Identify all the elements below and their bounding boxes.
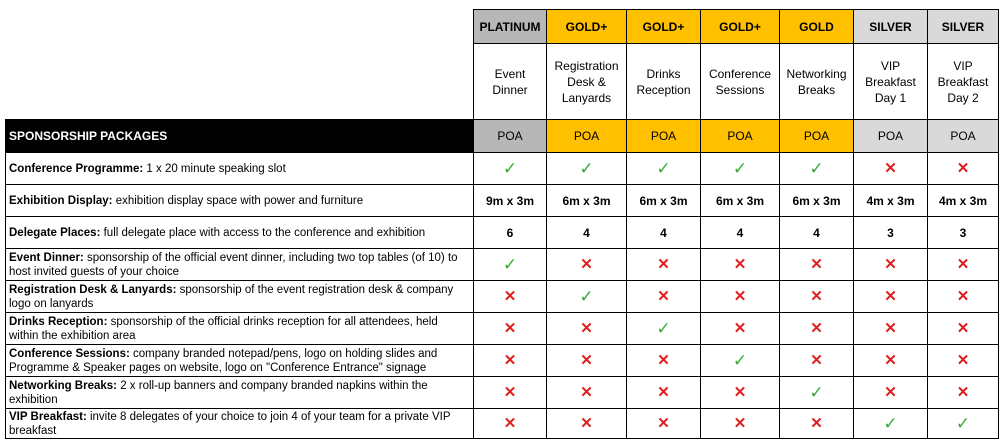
tier-label: GOLD+ xyxy=(547,10,627,44)
benefit-value xyxy=(701,313,780,345)
benefit-title: Drinks Reception: xyxy=(9,315,108,328)
benefit-value xyxy=(928,313,999,345)
cross-icon: ✕ xyxy=(810,288,823,305)
cross-icon: ✕ xyxy=(810,320,823,337)
cross-icon: ✕ xyxy=(956,160,970,177)
benefit-amount: 3 xyxy=(959,225,967,240)
benefit-value xyxy=(854,281,928,313)
benefit-value xyxy=(780,249,854,281)
benefit-description xyxy=(6,153,474,185)
blank-cell xyxy=(6,10,474,44)
benefit-amount: 6 xyxy=(506,225,514,240)
cross-icon: ✕ xyxy=(503,320,517,337)
cross-icon: ✕ xyxy=(503,384,517,401)
benefit-amount: 3 xyxy=(887,225,894,240)
section-header: SPONSORSHIP PACKAGES xyxy=(6,120,474,153)
benefit-value xyxy=(780,153,854,185)
benefit-value xyxy=(474,185,547,217)
cross-icon: ✕ xyxy=(733,256,747,273)
benefit-amount: 4m x 3m xyxy=(938,193,988,208)
benefit-value xyxy=(474,377,547,409)
benefit-row xyxy=(6,249,999,281)
package-name xyxy=(701,44,780,120)
benefit-value xyxy=(474,313,547,345)
cross-icon: ✕ xyxy=(580,384,593,401)
benefit-value xyxy=(547,153,627,185)
cross-icon: ✕ xyxy=(956,352,970,369)
package-name-line: VIP xyxy=(880,58,901,73)
benefit-value xyxy=(627,281,701,313)
benefit-text: sponsorship of the official event dinner, including two top tables (of 10) to host invited guests of your choice xyxy=(9,251,458,278)
benefit-value xyxy=(928,409,999,439)
benefit-text: sponsorship of the official drinks reception for all attendees, held within the exhibition area xyxy=(9,315,438,342)
tier-label: GOLD xyxy=(780,10,854,44)
benefit-value xyxy=(547,409,627,439)
price-cell: POA xyxy=(627,120,701,153)
package-name-line: Sessions xyxy=(715,82,765,97)
benefit-row xyxy=(6,345,999,377)
package-name xyxy=(780,44,854,120)
benefit-value xyxy=(701,153,780,185)
cross-icon: ✕ xyxy=(884,256,897,273)
price-cell: POA xyxy=(547,120,627,153)
benefit-row xyxy=(6,281,999,313)
cross-icon: ✕ xyxy=(657,288,670,305)
package-name-line: Breaks xyxy=(797,82,836,97)
cross-icon: ✕ xyxy=(580,352,593,369)
benefit-value xyxy=(627,345,701,377)
cross-icon: ✕ xyxy=(503,288,517,305)
cross-icon: ✕ xyxy=(884,384,897,401)
benefit-title: Delegate Places: xyxy=(9,226,101,239)
package-name-line: Lanyards xyxy=(561,90,612,105)
cross-icon: ✕ xyxy=(657,415,670,432)
benefit-description xyxy=(6,409,474,439)
benefit-amount: 6m x 3m xyxy=(792,193,841,208)
package-name-line: Reception xyxy=(636,82,691,97)
benefit-amount: 4 xyxy=(660,225,667,240)
check-icon: ✓ xyxy=(955,414,971,433)
benefit-row xyxy=(6,185,999,217)
benefit-description xyxy=(6,281,474,313)
benefit-title: Networking Breaks: xyxy=(9,379,118,392)
check-icon: ✓ xyxy=(579,159,594,178)
package-name xyxy=(547,44,627,120)
cross-icon: ✕ xyxy=(733,384,747,401)
benefit-value xyxy=(854,153,928,185)
package-row xyxy=(6,44,999,120)
check-icon: ✓ xyxy=(809,383,824,402)
benefit-text: 2 x roll-up banners and company branded napkins within the exhibition xyxy=(9,379,428,406)
benefit-description xyxy=(6,345,474,377)
benefit-amount: 6m x 3m xyxy=(715,193,765,208)
benefit-value xyxy=(928,153,999,185)
tier-row xyxy=(6,10,999,44)
benefit-value xyxy=(547,377,627,409)
cross-icon: ✕ xyxy=(580,415,593,432)
benefit-value xyxy=(701,409,780,439)
check-icon: ✓ xyxy=(732,159,748,178)
package-name-line: Day 1 xyxy=(874,90,907,105)
check-icon: ✓ xyxy=(656,319,671,338)
benefit-value xyxy=(854,345,928,377)
package-name-line: Day 2 xyxy=(947,90,979,105)
benefit-value xyxy=(854,249,928,281)
package-name-line: Desk & xyxy=(567,74,606,89)
cross-icon: ✕ xyxy=(733,320,747,337)
benefit-value xyxy=(474,281,547,313)
package-name-line: Drinks xyxy=(646,66,681,81)
package-name-line: Dinner xyxy=(492,82,528,97)
benefit-value xyxy=(701,249,780,281)
benefit-description xyxy=(6,217,474,249)
cross-icon: ✕ xyxy=(884,320,897,337)
benefit-value xyxy=(627,313,701,345)
benefit-amount: 4 xyxy=(813,225,820,240)
benefit-value xyxy=(928,377,999,409)
cross-icon: ✕ xyxy=(810,415,823,432)
price-cell: POA xyxy=(928,120,999,153)
cross-icon: ✕ xyxy=(657,256,670,273)
benefit-row xyxy=(6,377,999,409)
benefit-value xyxy=(547,313,627,345)
benefit-description xyxy=(6,377,474,409)
benefit-text: invite 8 delegates of your choice to join 4 of your team for a private VIP breakfast xyxy=(9,410,451,437)
benefit-description xyxy=(6,249,474,281)
benefit-value xyxy=(928,217,999,249)
benefit-value xyxy=(780,409,854,439)
benefit-row xyxy=(6,217,999,249)
benefit-value xyxy=(701,217,780,249)
check-icon: ✓ xyxy=(502,159,518,178)
tier-label: SILVER xyxy=(854,10,928,44)
cross-icon: ✕ xyxy=(733,415,747,432)
benefit-value xyxy=(780,313,854,345)
cross-icon: ✕ xyxy=(503,352,517,369)
benefit-description xyxy=(6,185,474,217)
benefit-title: VIP Breakfast: xyxy=(9,410,87,423)
price-cell: POA xyxy=(701,120,780,153)
benefit-text: exhibition display space with power and furniture xyxy=(112,194,364,207)
price-row xyxy=(6,120,999,153)
benefit-value xyxy=(928,345,999,377)
benefit-value xyxy=(701,281,780,313)
benefit-amount: 4 xyxy=(583,225,590,240)
benefit-value xyxy=(627,185,701,217)
sponsorship-table xyxy=(5,9,999,439)
cross-icon: ✕ xyxy=(580,256,593,273)
benefit-title: Registration Desk & Lanyards: xyxy=(9,283,177,296)
benefit-amount: 4m x 3m xyxy=(866,193,915,208)
package-name xyxy=(627,44,701,120)
package-name-line: VIP xyxy=(953,58,973,73)
benefit-text: company branded notepad/pens, logo on holding slides and Programme & Speaker pages on website, logo on "Conference Entrance" signage xyxy=(9,347,438,374)
package-name-line: Breakfast xyxy=(865,74,916,89)
package-name-line: Event xyxy=(494,66,526,81)
tier-label: PLATINUM xyxy=(474,10,547,44)
benefit-value xyxy=(701,185,780,217)
benefit-value xyxy=(627,249,701,281)
cross-icon: ✕ xyxy=(657,384,670,401)
tier-label: SILVER xyxy=(928,10,999,44)
cross-icon: ✕ xyxy=(956,256,970,273)
check-icon: ✓ xyxy=(732,351,748,370)
benefit-value xyxy=(854,313,928,345)
benefit-title: Exhibition Display: xyxy=(9,194,113,207)
package-name-line: Networking xyxy=(786,66,847,81)
benefit-value xyxy=(780,345,854,377)
benefit-value xyxy=(547,185,627,217)
benefit-value xyxy=(627,377,701,409)
price-cell: POA xyxy=(780,120,854,153)
benefit-title: Conference Programme: xyxy=(9,162,144,175)
cross-icon: ✕ xyxy=(657,352,670,369)
check-icon: ✓ xyxy=(809,159,824,178)
cross-icon: ✕ xyxy=(884,160,897,177)
tier-label: GOLD+ xyxy=(627,10,701,44)
blank-cell xyxy=(6,44,474,120)
cross-icon: ✕ xyxy=(956,288,970,305)
benefit-text: 1 x 20 minute speaking slot xyxy=(143,162,286,175)
benefit-row xyxy=(6,313,999,345)
benefit-amount: 6m x 3m xyxy=(639,193,688,208)
price-cell: POA xyxy=(854,120,928,153)
package-name-line: Breakfast xyxy=(937,74,989,89)
cross-icon: ✕ xyxy=(956,384,970,401)
benefit-value xyxy=(854,409,928,439)
cross-icon: ✕ xyxy=(580,320,593,337)
package-name xyxy=(854,44,928,120)
benefit-description xyxy=(6,313,474,345)
benefit-amount: 6m x 3m xyxy=(562,193,611,208)
benefit-value xyxy=(474,217,547,249)
package-name xyxy=(928,44,999,120)
benefit-text: full delegate place with access to the conference and exhibition xyxy=(100,226,426,239)
cross-icon: ✕ xyxy=(810,352,823,369)
cross-icon: ✕ xyxy=(810,256,823,273)
benefit-value xyxy=(854,185,928,217)
check-icon: ✓ xyxy=(579,287,594,306)
benefit-value xyxy=(474,409,547,439)
benefit-row xyxy=(6,409,999,439)
benefit-value xyxy=(547,249,627,281)
cross-icon: ✕ xyxy=(884,352,897,369)
check-icon: ✓ xyxy=(883,414,898,433)
benefit-amount: 4 xyxy=(736,225,744,240)
benefit-value xyxy=(928,185,999,217)
benefit-value xyxy=(474,345,547,377)
cross-icon: ✕ xyxy=(733,288,747,305)
benefit-value xyxy=(627,217,701,249)
benefit-value xyxy=(780,217,854,249)
benefit-value xyxy=(780,185,854,217)
package-name-line: Registration xyxy=(554,58,619,73)
check-icon: ✓ xyxy=(502,255,518,274)
package-name-line: Conference xyxy=(708,66,772,81)
benefit-value xyxy=(547,345,627,377)
benefit-value xyxy=(547,281,627,313)
price-cell: POA xyxy=(474,120,547,153)
cross-icon: ✕ xyxy=(956,320,970,337)
benefit-value xyxy=(474,153,547,185)
benefit-value xyxy=(701,377,780,409)
benefit-value xyxy=(627,409,701,439)
benefit-value xyxy=(928,249,999,281)
cross-icon: ✕ xyxy=(503,415,517,432)
benefit-value xyxy=(854,217,928,249)
benefit-title: Event Dinner: xyxy=(9,251,84,264)
package-name xyxy=(474,44,547,120)
benefit-value xyxy=(627,153,701,185)
benefit-row xyxy=(6,153,999,185)
benefit-value xyxy=(701,345,780,377)
benefit-value xyxy=(474,249,547,281)
benefit-title: Conference Sessions: xyxy=(9,347,130,360)
benefit-value xyxy=(780,377,854,409)
benefit-amount: 9m x 3m xyxy=(485,193,535,208)
benefit-value xyxy=(928,281,999,313)
tier-label: GOLD+ xyxy=(701,10,780,44)
benefit-text: sponsorship of the event registration desk & company logo on lanyards xyxy=(9,283,454,310)
cross-icon: ✕ xyxy=(884,288,897,305)
benefit-value xyxy=(854,377,928,409)
check-icon: ✓ xyxy=(656,159,671,178)
benefit-value xyxy=(547,217,627,249)
benefit-value xyxy=(780,281,854,313)
